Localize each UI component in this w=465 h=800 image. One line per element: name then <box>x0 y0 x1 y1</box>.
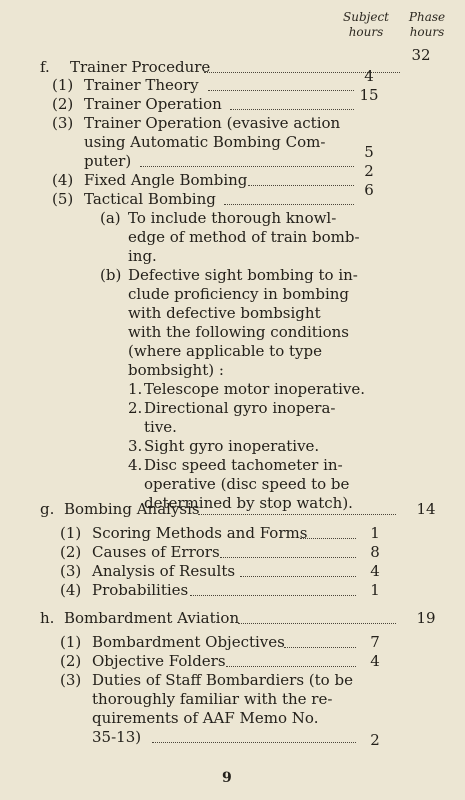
subject-hours: 4 <box>370 652 380 670</box>
dot-leader <box>140 166 354 167</box>
subitem-label: (a) <box>100 209 121 227</box>
section-title: Bombardment Aviation <box>64 609 240 627</box>
item-number: (2) <box>60 543 82 561</box>
item-text: Tactical Bombing <box>84 190 216 208</box>
dot-leader <box>284 647 356 648</box>
item-number: (5) <box>52 190 74 208</box>
item-number: (3) <box>60 671 82 689</box>
subitem-label: (b) <box>100 266 122 284</box>
condition-number: 1. <box>128 380 143 398</box>
subitem-text: To include thorough knowl- <box>128 209 337 227</box>
dot-leader <box>190 595 356 596</box>
subject-hours: 7 <box>370 633 380 651</box>
dot-leader <box>224 204 354 205</box>
item-text: using Automatic Bombing Com- <box>84 133 326 151</box>
dot-leader <box>238 623 396 624</box>
condition-number: 3. <box>128 437 143 455</box>
item-number: (2) <box>52 95 74 113</box>
dot-leader <box>248 185 354 186</box>
phase-hours: 14 <box>416 500 436 518</box>
subject-hours: 4 <box>364 67 374 85</box>
item-number: (4) <box>60 581 82 599</box>
condition-text: determined by stop watch). <box>144 494 353 512</box>
dot-leader <box>198 514 396 515</box>
subject-hours: 6 <box>364 181 374 199</box>
item-text: puter) <box>84 152 132 170</box>
section-letter: g. <box>40 500 55 518</box>
dot-leader <box>240 576 356 577</box>
subitem-text: Defective sight bombing to in- <box>128 266 358 284</box>
section-title: Trainer Procedure <box>70 58 211 76</box>
subject-hours: 4 <box>370 562 380 580</box>
subitem-text: with the following conditions <box>128 323 350 341</box>
subitem-text: edge of method of train bomb- <box>128 228 360 246</box>
condition-text: Telescope motor inoperative. <box>144 380 366 398</box>
dot-leader <box>230 109 354 110</box>
phase-hours: 19 <box>416 609 436 627</box>
subitem-text: bombsight) : <box>128 361 224 379</box>
item-number: (4) <box>52 171 74 189</box>
item-text: Analysis of Results <box>92 562 236 580</box>
phase-hours: 32 <box>411 46 431 64</box>
subject-hours: 2 <box>364 162 374 180</box>
subitem-text: ing. <box>128 247 157 265</box>
page-number: 9 <box>222 770 232 786</box>
item-text: Trainer Theory <box>84 76 199 94</box>
condition-text: Directional gyro inopera- <box>144 399 336 417</box>
condition-number: 4. <box>128 456 143 474</box>
item-text: Scoring Methods and Forms <box>92 524 308 542</box>
section-title: Bombing Analysis <box>64 500 200 518</box>
item-text: thoroughly familiar with the re- <box>92 690 333 708</box>
condition-text: operative (disc speed to be <box>144 475 350 493</box>
item-number: (2) <box>60 652 82 670</box>
item-text: Objective Folders <box>92 652 226 670</box>
item-text: Probabilities <box>92 581 189 599</box>
item-text: quirements of AAF Memo No. <box>92 709 319 727</box>
subitem-text: with defective bombsight <box>128 304 321 322</box>
subject-hours: 5 <box>364 143 374 161</box>
subject-hours: 1 <box>370 581 380 599</box>
item-number: (1) <box>60 633 82 651</box>
item-text: Fixed Angle Bombing <box>84 171 248 189</box>
item-text: Trainer Operation <box>84 95 222 113</box>
condition-text: Sight gyro inoperative. <box>144 437 320 455</box>
item-text: Bombardment Objectives <box>92 633 285 651</box>
phase-hours-header: Phase hours <box>408 10 446 39</box>
item-text: 35-13) <box>92 728 142 746</box>
subject-hours: 1 <box>370 524 380 542</box>
subitem-text: clude proficiency in bombing <box>128 285 350 303</box>
condition-text: Disc speed tachometer in- <box>144 456 343 474</box>
item-number: (3) <box>60 562 82 580</box>
dot-leader <box>226 666 356 667</box>
item-number: (1) <box>52 76 74 94</box>
item-text: Duties of Staff Bombardiers (to be <box>92 671 353 689</box>
item-text: Causes of Errors <box>92 543 220 561</box>
dot-leader <box>300 538 356 539</box>
item-number: (1) <box>60 524 82 542</box>
subject-hours: 2 <box>370 731 380 749</box>
condition-text: tive. <box>144 418 177 436</box>
dot-leader <box>220 557 356 558</box>
item-number: (3) <box>52 114 74 132</box>
subitem-text: (where applicable to type <box>128 342 322 360</box>
subject-hours: 8 <box>370 543 380 561</box>
item-text: Trainer Operation (evasive action <box>84 114 341 132</box>
dot-leader <box>152 742 356 743</box>
section-letter: h. <box>40 609 55 627</box>
subject-hours-header: Subject hours <box>343 10 389 39</box>
condition-number: 2. <box>128 399 143 417</box>
subject-hours: 15 <box>359 86 379 104</box>
dot-leader <box>208 90 354 91</box>
section-letter: f. <box>40 58 50 76</box>
